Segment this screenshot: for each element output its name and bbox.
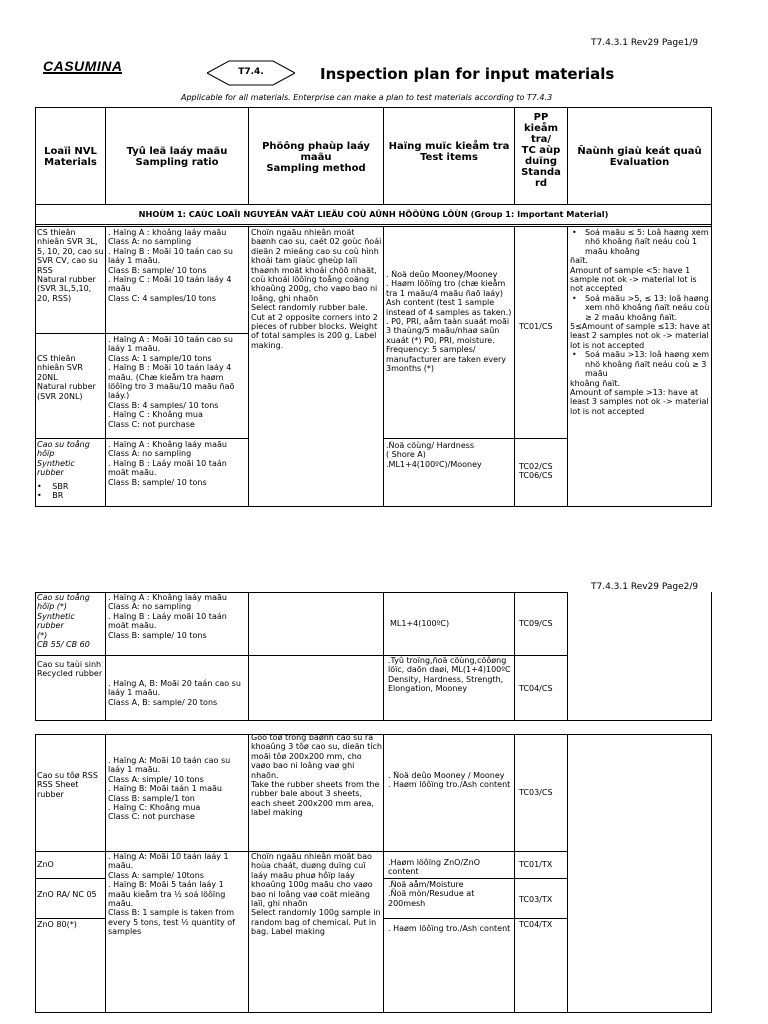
- page-title: Inspection plan for input materials: [320, 65, 615, 83]
- material-rss-sheet: Cao su tôø RSS RSS Sheet rubber: [37, 771, 98, 799]
- test-cb55-cb60: ML1+4(100ºC): [390, 619, 450, 628]
- method-rss-sheet: Goõ töø trong baønh cao su ra khoaûng 3 tôø cao su, dieän tích moãi tôø 200x200 mm, cho vaøo bao ni loâng vaø ghi nhaõn. Take the rubber sheets from the rubber bale about 3 sheets, each sheet 200x200 mm area, label making: [251, 733, 382, 818]
- standard-tc04-cs: TC04/CS: [519, 684, 553, 693]
- ratio-natural-rubber: . Haïng A : khoâng laáy maãu Class A: no sampling . Haïng B : Moãi 10 taán cao su laáy 1 maãu. Class B: sample/ 10 tons . Haïng C : Moãi 10 taán laáy 4 maãu Class C: 4 samples/10 tons: [108, 228, 233, 303]
- evaluation-rule-1-en: ñaït. Amount of sample <5: have 1 sample not ok -> material lot is not accepted: [570, 256, 697, 294]
- synthetic-rubber-types: [37, 482, 104, 501]
- test-zno-ra-nc05: .Ñoä aåm/Moisture .Ñoä mòn/Resudue at 200mesh: [388, 880, 475, 908]
- page-subtitle: Applicable for all materials. Enterprise can make a plan to test materials according to T7.4.3: [181, 93, 553, 102]
- evaluation-rule-3-en: khoâng ñaït. Amount of sample >13: have at least 3 samples not ok -> material lot is not accepted: [570, 378, 709, 416]
- page-reference: T7.4.3.1 Rev29 Page1/9: [591, 38, 699, 48]
- group-1-heading: NHOÙM 1: CAÙC LOAÏI NGUYEÂN VAÄT LIEÄU COÙ AÛNH HÖÔÛNG LÔÙN (Group 1: Important Material): [138, 209, 609, 219]
- material-natural-rubber: CS thieân nhieân SVR 3L, 5, 10, 20, cao su SVR CV, cao su RSS Natural rubber (SVR 3L,5,10, 20, RSS): [37, 228, 104, 303]
- header-evaluation: Ñaùnh giaù keát quaû Evaluation: [577, 146, 702, 168]
- ratio-synthetic-rubber: . Haïng A : Khoâng laáy maãu Class A: no sampling . Haïng B : Laáy moãi 10 taán moät maãu. Class B: sample/ 10 tons: [108, 440, 227, 487]
- standard-tc03-tx: TC03/TX: [519, 895, 553, 904]
- standard-tc03-cs: TC03/CS: [519, 788, 553, 797]
- standard-tc01-cs: TC01/CS: [519, 322, 553, 331]
- header-sampling-method: Phöông phaùp laáy maãu Sampling method: [262, 141, 370, 174]
- test-rss-sheet: . Ñoä deûo Mooney / Mooney . Haøm löôïng tro./Ash content: [388, 771, 511, 790]
- header-standard: PP kieåm tra/ TC aùp duïng Standa rd: [521, 112, 561, 189]
- ratio-cb55-cb60: . Haïng A : Khoâng laáy maãu Class A: no sampling . Haïng B : Laáy moãi 10 taán moät maãu. Class B: sample/ 10 tons: [108, 593, 227, 640]
- standard-tc09-cs: TC09/CS: [519, 619, 553, 628]
- evaluation-rule-1: • Soá maãu ≤ 5: Loâ haøng xem nhö khoâng ñaït neáu coù 1 maãu khoâng: [572, 228, 709, 256]
- ratio-recycled-rubber: . Haïng A, B: Moãi 20 taán cao su laáy 1 maãu. Class A, B: sample/ 20 tons: [108, 679, 241, 707]
- test-recycled-rubber: .Tyû troïng,ñoä cöùng,cöôøng löïc, daõn daøi, ML(1+4)100ºC Density, Hardness, Strength, Elongation, Mooney: [388, 656, 511, 694]
- test-synthetic-rubber: .Ñoä cöùng/ Hardness ( Shore A) .ML1+4(100ºC)/Mooney: [386, 441, 482, 469]
- company-logo: CASUMINA: [43, 58, 123, 74]
- material-svr20nl: CS thieân nhieân SVR 20NL Natural rubber (SVR 20NL): [37, 354, 96, 401]
- material-zno-80: ZnO 80(*): [37, 920, 77, 929]
- evaluation-rule-3: • Soá maãu >13: loâ haøng xem nhö khoâng ñaït neáu coù ≥ 3 maãu: [572, 350, 710, 379]
- header-test-items: Haïng muïc kieåm tra Test items: [388, 141, 510, 163]
- material-recycled-rubber: Cao su taùi sinh Recycled rubber: [37, 660, 103, 679]
- bullet-sbr: • SBR: [37, 482, 69, 491]
- header-materials: Loaïi NVL Materials: [44, 146, 97, 168]
- material-zno-ra-nc05: ZnO RA/ NC 05: [37, 890, 97, 899]
- test-zno: .Haøm löôïng ZnO/ZnO content: [388, 858, 481, 877]
- ratio-zno: . Haïng A: Moãi 10 taán laáy 1 maãu. Class A: sample/ 10tons . Haïng B: Moãi 5 taán laáy 1 maãu kieåm tra ½ soá löôïng maãu. Class B: 1 sample is taken from every 5 tons, test ½ quantity of samples: [108, 852, 235, 937]
- evaluation-rule-2: • Soá maãu >5, ≤ 13: loâ haøng xem nhö khoâng ñaït neáu coù ≥ 2 maãu khoâng ñaït.: [572, 293, 710, 322]
- page-reference-2: T7.4.3.1 Rev29 Page2/9: [591, 582, 699, 592]
- test-zno-80: . Haøm löôïng tro./Ash content: [388, 924, 511, 933]
- document-code: T7.4.: [238, 67, 264, 77]
- standard-tc04-tx: TC04/TX: [519, 920, 553, 929]
- header-sampling-ratio: Tyû leä laáy maãu Sampling ratio: [126, 146, 228, 168]
- ratio-rss-sheet: . Haïng A: Moãi 10 taán cao su laáy 1 maãu. Class A: simple/ 10 tons . Haïng B: Moãi taán 1 maãu Class B: sample/1 ton . Haïng C: Khoâng mua Class C: not purchase: [108, 756, 231, 822]
- ratio-svr20nl: . Haïng A : Moãi 10 taán cao su laáy 1 maãu. Class A: 1 sample/10 tons . Haïng B : Moãi 10 taán laáy 4 maãu. (Chæ kieåm tra haøm löôïng tro 3 maãu/10 maãu ñaõ laáy.) Class B: 4 samples/ 10 tons . Haïng C : Khoâng mua Class C: not purchase: [108, 335, 235, 429]
- standard-tc01-tx: TC01/TX: [519, 860, 553, 869]
- material-zno: ZnO: [37, 860, 54, 869]
- method-natural-rubber: Choïn ngaãu nhieân moät baønh cao su, caét 02 goùc ñoái dieän 2 mieáng cao su coù hình khoái tam giaùc gheùp laïi thaønh moät khoái chöõ nhaät, coù khoái löôïng toång coäng khoaûng 200g, cho vaøo bao ni loâng, ghi nhaõn Select randomly rubber bale. Cut at 2 opposite corners into 2 pieces of rubber blocks. Weight of total samples is 200 g. Label making.: [251, 228, 382, 350]
- evaluation-criteria: [570, 228, 710, 416]
- test-natural-rubber: . Ñoä deûo Mooney/Mooney . Haøm löôïng tro (chæ kieåm tra 1 maãu/4 maãu ñaõ laáy) Ash content (test 1 sample instead of 4 samples as taken.) . P0, PRI, aåm taàn suaát moãi 3 thaùng/5 maãu/nhaø saûn xuaát (*) P0, PRI, moisture. Frequency: 5 samples/ manufacturer are taken every 3months (*): [386, 270, 512, 374]
- material-synthetic-rubber: Cao su toång hôïp Synthetic rubber: [37, 440, 90, 478]
- method-zno: Choïn ngaãu nhieân moät bao hoùa chaát, duøng duïng cuï laáy maãu phuø hôïp laáy khoaûng 100g maãu cho vaøo bao ni loâng vaø coät mieäng laïi, ghi nhaõn Select randomly 100g sample in random bag of chemical. Put in bag. Label making: [251, 852, 381, 937]
- evaluation-rule-2-en: 5≤Amount of sample ≤13: have at least 2 samples not ok -> material lot is not accepted: [570, 322, 710, 350]
- bullet-br: • BR: [37, 491, 64, 501]
- material-cb55-cb60: Cao su toång hôïp (*) Synthetic rubber (*) CB 55/ CB 60: [37, 593, 90, 650]
- standard-tc02-tc06: TC02/CS TC06/CS: [519, 462, 553, 481]
